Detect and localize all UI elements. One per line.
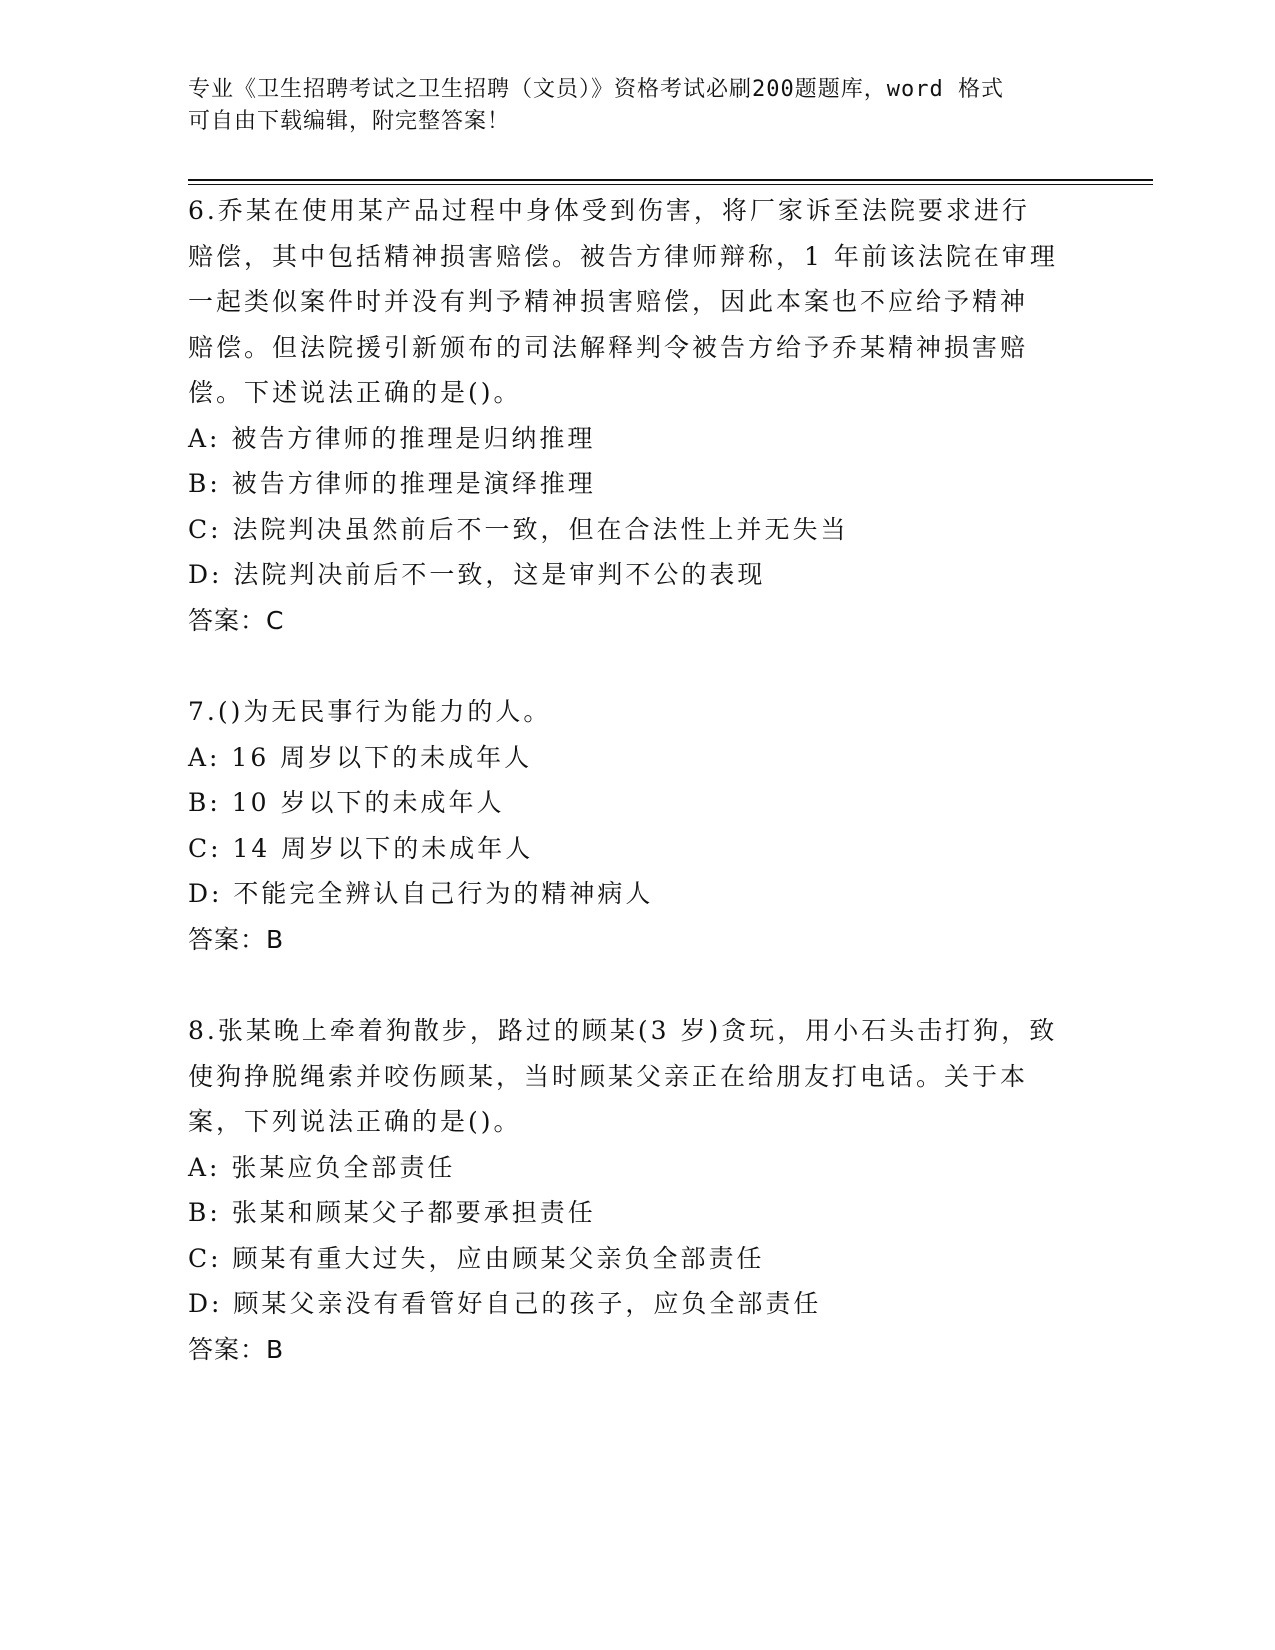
option-c: C: 顾某有重大过失，应由顾某父亲负全部责任: [188, 1243, 765, 1273]
option-d: D: 不能完全辨认自己行为的精神病人: [188, 879, 654, 908]
answer-line: 答案：B: [188, 1334, 285, 1364]
answer-line: 答案：B: [188, 924, 285, 954]
option-a: A: 16 周岁以下的未成年人: [188, 742, 533, 772]
question-spacer: [188, 643, 1088, 689]
question-text-line: 赔偿，其中包括精神损害赔偿。被告方律师辩称，1 年前该法院在审理: [188, 241, 1058, 271]
option-a: A: 被告方律师的推理是归纳推理: [188, 423, 596, 453]
header-divider-thin: [188, 184, 1153, 185]
answer-line: 答案：C: [188, 605, 285, 635]
question-spacer: [188, 962, 1088, 1008]
question-6: [188, 188, 1088, 643]
question-text-line: 案，下列说法正确的是()。: [188, 1107, 522, 1136]
header-line-2: 可自由下载编辑，附完整答案！: [188, 109, 511, 134]
header-line-1: 专业《卫生招聘考试之卫生招聘（文员）》资格考试必刷200题题库，word 格式: [188, 77, 1004, 102]
question-list: [188, 188, 1088, 1372]
option-a: A: 张某应负全部责任: [188, 1152, 456, 1182]
option-b: B: 10 岁以下的未成年人: [188, 788, 505, 817]
option-c: C: 法院判决虽然前后不一致，但在合法性上并无失当: [188, 514, 849, 544]
question-text-line: 偿。下述说法正确的是()。: [188, 378, 522, 407]
question-text-line: 一起类似案件时并没有判予精神损害赔偿，因此本案也不应给予精神: [188, 287, 1029, 316]
question-text-line: 7.()为无民事行为能力的人。: [188, 697, 552, 726]
question-text-line: 8.张某晚上牵着狗散步，路过的顾某(3 岁)贪玩，用小石头击打狗，致: [188, 1016, 1058, 1045]
question-text-line: 使狗挣脱绳索并咬伤顾某，当时顾某父亲正在给朋友打电话。关于本: [188, 1061, 1029, 1091]
option-b: B: 张某和顾某父子都要承担责任: [188, 1198, 596, 1227]
question-8: [188, 1008, 1088, 1372]
question-text-line: 赔偿。但法院援引新颁布的司法解释判令被告方给予乔某精神损害赔: [188, 332, 1029, 362]
option-b: B: 被告方律师的推理是演绎推理: [188, 469, 596, 498]
option-d: D: 顾某父亲没有看管好自己的孩子，应负全部责任: [188, 1289, 822, 1318]
question-7: [188, 689, 1088, 962]
header-divider-thick: [188, 179, 1153, 181]
option-d: D: 法院判决前后不一致，这是审判不公的表现: [188, 560, 766, 589]
document-header: [188, 74, 1088, 138]
option-c: C: 14 周岁以下的未成年人: [188, 833, 534, 863]
question-text-line: 6.乔某在使用某产品过程中身体受到伤害，将厂家诉至法院要求进行: [188, 196, 1030, 225]
